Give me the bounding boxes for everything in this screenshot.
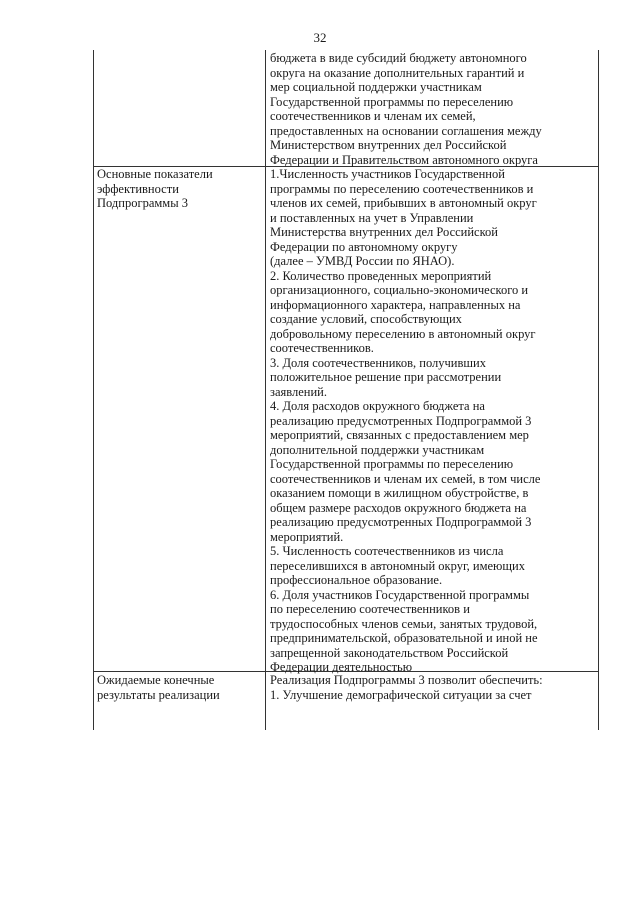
text-line: заявлений. [270, 384, 327, 399]
text-line: создание условий, способствующих [270, 312, 462, 326]
text-line: Федерации и Правительством автономного округа [270, 152, 538, 167]
text-line: членов их семей, прибывших в автономный округ [270, 196, 537, 210]
text-line: мероприятий, связанных с предоставлением мер [270, 428, 529, 442]
text-line: соотечественников и членам их семей, в том числе [270, 471, 541, 486]
text-line: соотечественников и членам их семей, [270, 109, 476, 123]
row-3-content [270, 673, 600, 702]
text-line: переселившихся в автономный округ, имеющих [270, 558, 525, 573]
text-line: Федерации по автономному округу [270, 239, 458, 254]
text-line: общем размере расходов окружного бюджета на [270, 500, 527, 515]
row-3-label [97, 673, 257, 702]
text-line: 5. Численность соотечественников из числа [270, 544, 504, 558]
text-line: Реализация Подпрограммы 3 позволит обеспечить: [270, 673, 543, 687]
text-line: информационного характера, направленных на [270, 297, 521, 312]
text-line: реализацию предусмотренных Подпрограммой 3 [270, 413, 532, 428]
text-line: предпринимательской, образовательной и иной не [270, 631, 538, 645]
text-line: 4. Доля расходов окружного бюджета на [270, 399, 485, 413]
page-number: 32 [313, 30, 327, 45]
text-line: Ожидаемые конечные [97, 673, 215, 687]
text-line: мероприятий. [270, 529, 344, 544]
text-line: положительное решение при рассмотрении [270, 370, 502, 384]
table-divider-vertical [265, 50, 266, 730]
row-2-label [97, 167, 257, 211]
text-line: профессиональное образование. [270, 573, 443, 587]
text-line: трудоспособных членов семьи, занятых трудовой, [270, 616, 538, 631]
text-line: 3. Доля соотечественников, получивших [270, 355, 486, 370]
text-line: Основные показатели [97, 167, 213, 181]
text-line: добровольному переселению в автономный округ [270, 326, 536, 341]
text-line: реализацию предусмотренных Подпрограммой 3 [270, 515, 532, 529]
text-line: соотечественников. [270, 341, 374, 355]
text-line: 1.Численность участников Государственной [270, 167, 505, 181]
text-line: программы по переселению соотечественников и [270, 181, 534, 196]
text-line: организационного, социально-экономического и [270, 283, 529, 297]
text-line: 1. Улучшение демографической ситуации за счет [270, 687, 532, 702]
text-line: запрещенной законодательством Российской [270, 645, 509, 660]
text-line: оказанием помощи в жилищном обустройстве, в [270, 486, 529, 500]
text-line: и поставленных на учет в Управлении [270, 210, 474, 225]
text-line: (далее – УМВД России по ЯНАО). [270, 254, 455, 268]
text-line: дополнительной поддержки участникам [270, 442, 485, 457]
text-line: Государственной программы по переселению [270, 457, 514, 471]
text-line: бюджета в виде субсидий бюджету автономного [270, 51, 527, 65]
text-line: Министерства внутренних дел Российской [270, 225, 498, 239]
text-line: по переселению соотечественников и [270, 602, 470, 616]
text-line: эффективности [97, 181, 179, 196]
table-border-left [93, 50, 94, 730]
text-line: 2. Количество проведенных мероприятий [270, 268, 492, 283]
text-line: предоставленных на основании соглашения между [270, 123, 542, 138]
text-line: 6. Доля участников Государственной программы [270, 587, 530, 602]
row-2-content [270, 167, 600, 675]
text-line: мер социальной поддержки участникам [270, 80, 482, 94]
text-line: Подпрограммы 3 [97, 196, 188, 210]
text-line: Министерством внутренних дел Российской [270, 138, 507, 152]
text-line: Государственной программы по переселению [270, 94, 514, 109]
text-line: результаты реализации [97, 687, 220, 702]
text-line: округа на оказание дополнительных гарантий и [270, 65, 525, 80]
text-line: Федерации деятельностью [270, 660, 413, 674]
row-1-content [270, 51, 600, 167]
